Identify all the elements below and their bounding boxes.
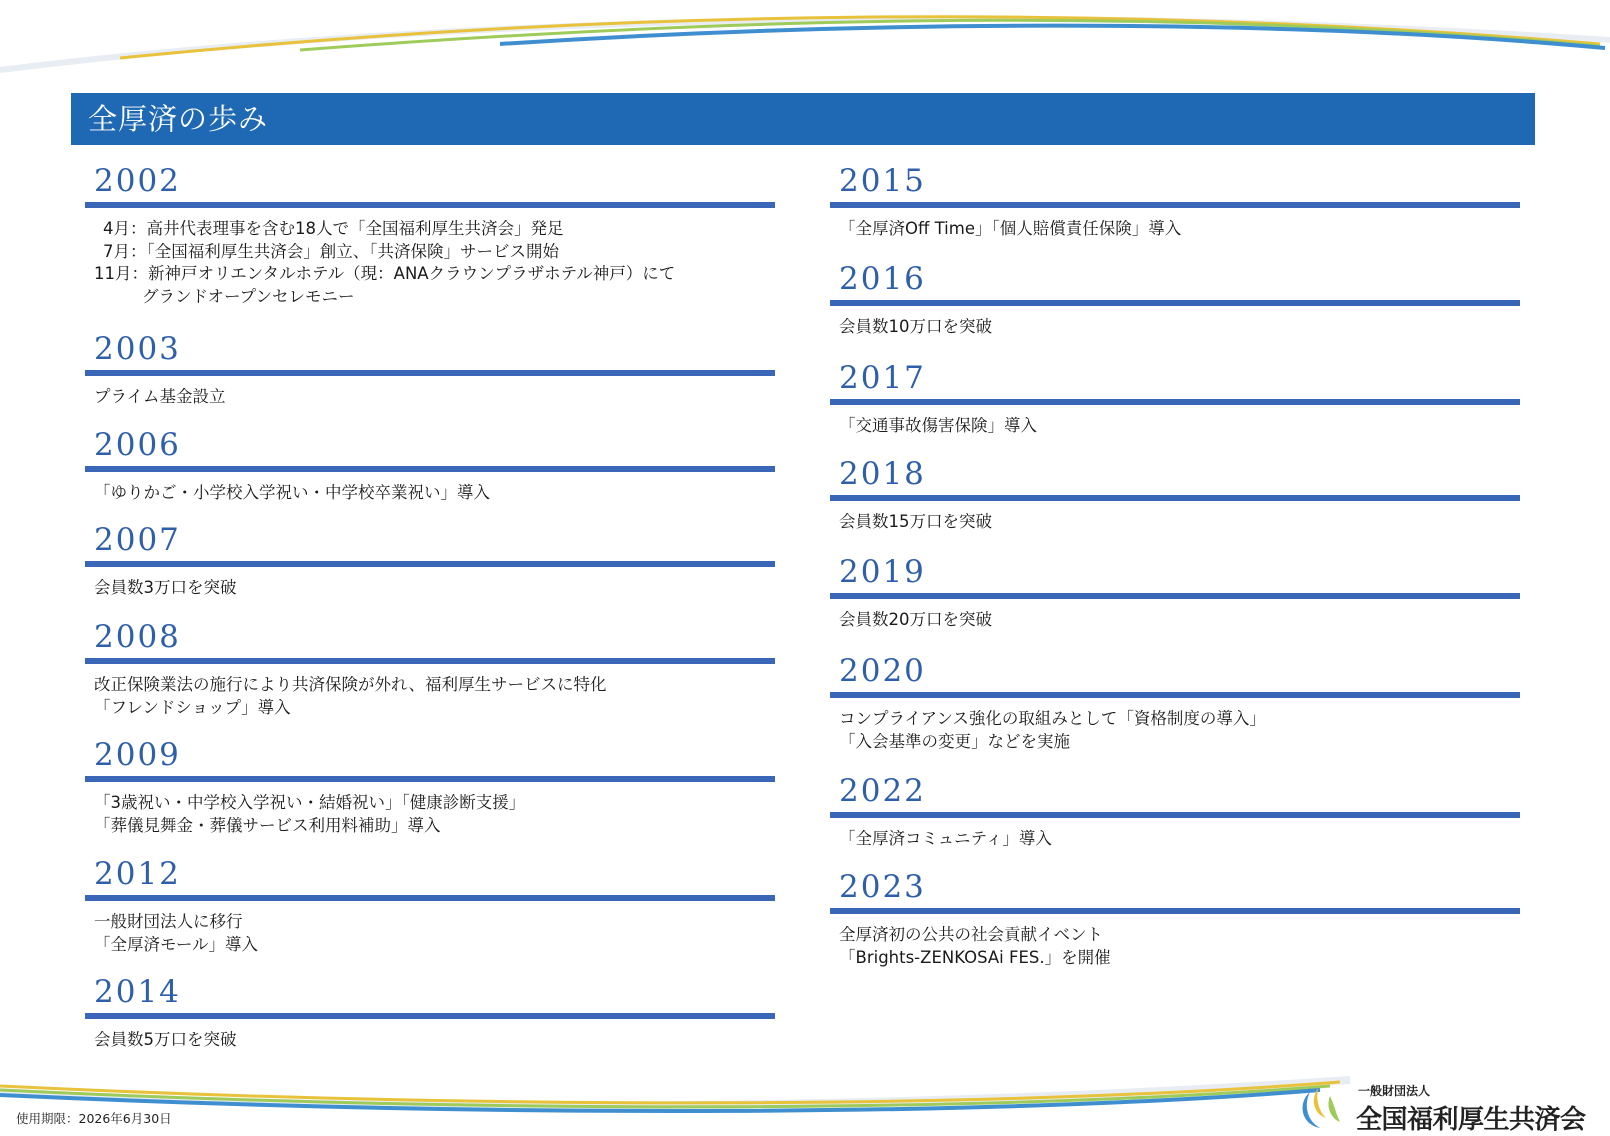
timeline-left-column: [85, 162, 775, 1063]
year-heading: 2016: [839, 261, 926, 297]
timeline-entry: [85, 426, 775, 521]
year-heading: 2009: [94, 737, 181, 773]
timeline-entry: [830, 772, 1520, 868]
event-list: [830, 208, 1520, 241]
year-heading: 2007: [94, 522, 181, 558]
event-text: プライム基金設立: [94, 387, 226, 406]
timeline-entry: [85, 736, 775, 855]
logo-name: 全国福利厚生共済会: [1356, 1105, 1586, 1135]
timeline-entry: [830, 260, 1520, 359]
event-text: 会員数20万口を突破: [839, 610, 992, 629]
timeline-entry: [830, 868, 1520, 978]
event-list: [830, 698, 1520, 753]
year-heading: 2008: [94, 619, 181, 655]
timeline-entry: [830, 162, 1520, 260]
event-text: 「全厚済コミュニティ」導入: [839, 829, 1052, 848]
timeline-entry: [830, 455, 1520, 553]
year-heading: 2002: [94, 163, 181, 199]
year-heading: 2023: [839, 869, 926, 905]
event-list: [830, 501, 1520, 534]
top-swoosh-decoration: [0, 0, 1610, 80]
event-text: 「Brights-ZENKOSAi FES.」を開催: [839, 947, 1111, 967]
event-list: [85, 901, 775, 956]
year-heading: 2003: [94, 331, 181, 367]
timeline-right-column: [830, 162, 1520, 978]
event-text: 「入会基準の変更」などを実施: [839, 731, 1070, 751]
year-heading: 2017: [839, 360, 926, 396]
year-heading: 2020: [839, 653, 926, 689]
page-title: 全厚済の歩み: [71, 93, 1535, 145]
year-heading: 2022: [839, 773, 926, 809]
timeline-entry: [85, 330, 775, 426]
event-list: [85, 472, 775, 505]
event-list: [830, 914, 1520, 969]
event-text: 「葬儀見舞金・葬儀サービス利用料補助」導入: [94, 815, 441, 835]
event-list: [85, 1019, 775, 1052]
event-text: 会員数15万口を突破: [839, 512, 992, 531]
year-heading: 2019: [839, 554, 926, 590]
event-list: [830, 405, 1520, 438]
logo-mark-icon: [1296, 1084, 1344, 1132]
year-heading: 2006: [94, 427, 181, 463]
event-text: 「全厚済Off Time」「個人賠償責任保険」導入: [839, 219, 1182, 238]
validity-date: 使用期限：2026年6月30日: [16, 1111, 172, 1126]
timeline-entry: [830, 359, 1520, 455]
event-text: 「ゆりかご・小学校入学祝い・中学校卒業祝い」導入: [94, 483, 490, 502]
event-text: 会員数3万口を突破: [94, 578, 237, 597]
event-text: 11月：新神戸オリエンタルホテル（現：ANAクラウンプラザホテル神戸）にて: [94, 264, 676, 283]
event-text: グランドオープンセレモニー: [142, 286, 355, 306]
event-list: [85, 567, 775, 600]
timeline-entry: [830, 553, 1520, 652]
event-list: [830, 599, 1520, 632]
event-list: [85, 208, 775, 308]
event-list: [85, 782, 775, 837]
event-list: [830, 306, 1520, 339]
event-list: [85, 664, 775, 719]
timeline-entry: [85, 855, 775, 973]
logo-subtitle: 一般財団法人: [1358, 1084, 1431, 1098]
event-text: 「3歳祝い・中学校入学祝い・結婚祝い」「健康診断支援」: [94, 793, 526, 812]
timeline-entry: [85, 162, 775, 330]
event-text: 7月：「全国福利厚生共済会」創立、「共済保険」サービス開始: [103, 241, 559, 261]
event-text: 会員数5万口を突破: [94, 1030, 237, 1049]
event-text: 会員数10万口を突破: [839, 317, 992, 336]
event-list: [85, 376, 775, 409]
timeline-entry: [85, 973, 775, 1063]
year-heading: 2015: [839, 163, 926, 199]
event-text: 「交通事故傷害保険」導入: [839, 416, 1037, 435]
timeline-entry: [85, 618, 775, 736]
event-text: 一般財団法人に移行: [94, 912, 243, 931]
event-text: 「全厚済モール」導入: [94, 934, 259, 954]
year-heading: 2014: [94, 974, 181, 1010]
timeline-entry: [85, 521, 775, 618]
event-text: 全厚済初の公共の社会貢献イベント: [839, 925, 1103, 944]
year-heading: 2018: [839, 456, 926, 492]
organization-logo: [1296, 1078, 1606, 1134]
event-text: 「フレンドショップ」導入: [94, 697, 291, 717]
event-text: コンプライアンス強化の取組みとして「資格制度の導入」: [839, 709, 1266, 728]
event-text: 4月：高井代表理事を含む18人で「全国福利厚生共済会」発足: [103, 219, 564, 238]
event-text: 改正保険業法の施行により共済保険が外れ、福利厚生サービスに特化: [94, 675, 607, 694]
event-list: [830, 818, 1520, 851]
timeline-entry: [830, 652, 1520, 772]
year-heading: 2012: [94, 856, 181, 892]
